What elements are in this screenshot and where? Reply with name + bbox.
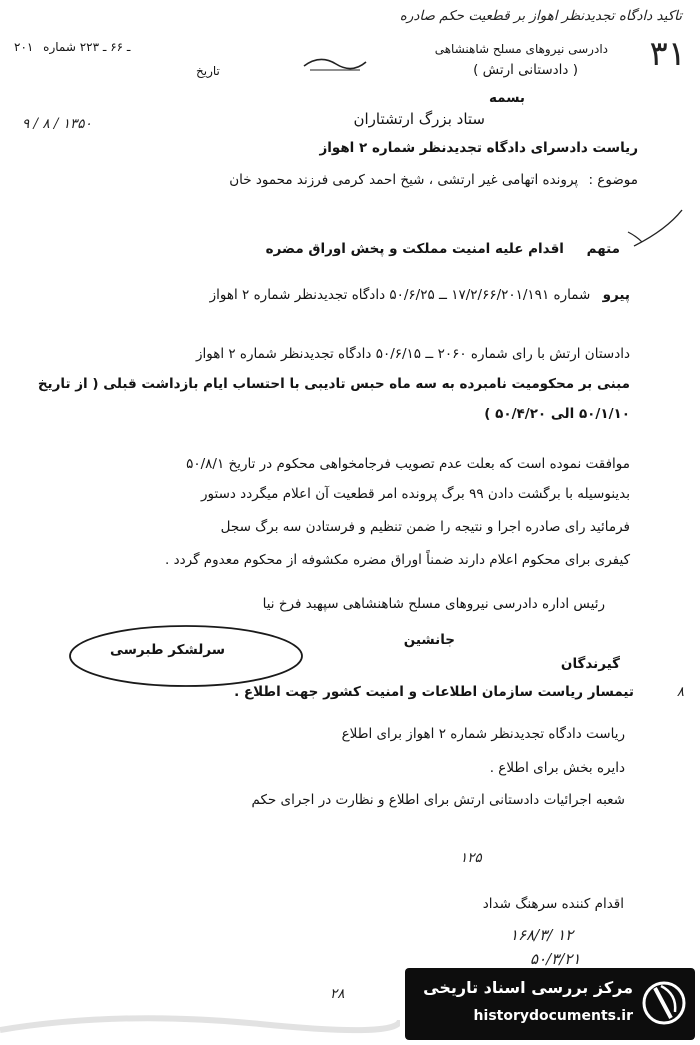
archive-watermark xyxy=(405,968,695,1040)
header-office: ( دادستانی ارتش ) xyxy=(473,62,578,78)
letter-date-label: تاریخ xyxy=(196,64,220,78)
headquarters-title: ستاد بزرگ ارتشتاران xyxy=(353,110,485,128)
recipients-heading: گیرندگان xyxy=(560,656,620,672)
subject-label: موضوع : xyxy=(588,172,638,188)
charge-text: اقدام علیه امنیت مملکت و پخش اوراق مضره xyxy=(265,241,564,257)
body-line-6: فرمائید رای صادره اجرا و نتیجه را ضمن تنظیم و فرستادن سه برگ سجل xyxy=(220,519,630,535)
letter-number-label: شماره xyxy=(43,40,76,54)
letter-number-row xyxy=(14,40,130,54)
charge-row xyxy=(266,241,620,257)
header-emblem-icon xyxy=(300,52,370,74)
bottom-mark: ۲۸ xyxy=(330,986,345,1002)
body-line-7: کیفری برای محکوم اعلام دارند ضمناً اوراق مضره مکشوفه از محکوم معدوم گردد . xyxy=(165,552,630,568)
reference-text: شماره ۱۷/۲/۶۶/۲۰۱/۱۹۱ ــ ۵۰/۶/۲۵ دادگاه تجدیدنظر شماره ۲ اهواز xyxy=(209,287,591,303)
handwritten-date: ۹ / ۸ / ۱۳۵۰ xyxy=(22,116,92,132)
reference-row xyxy=(210,287,630,303)
body-line-5: بدینوسیله با برگشت دادن ۹۹ برگ پرونده امر قطعیت آن اعلام میگردد دستور xyxy=(201,486,630,502)
subject-text: پرونده اتهامی غیر ارتشی ، شیخ احمد کرمی فرزند محمود خان xyxy=(229,172,579,188)
scan-shadow xyxy=(0,990,400,1045)
addressee: ریاست دادسرای دادگاه تجدیدنظر شماره ۲ اهواز xyxy=(319,140,638,156)
header-org-line: دادرسی نیروهای مسلح شاهنشاهی xyxy=(434,42,608,56)
recipient-item-2: ریاست دادگاه تجدیدنظر شماره ۲ اهواز برای اطلاع xyxy=(341,726,625,742)
subject-row xyxy=(229,172,638,188)
action-officer: اقدام کننده سرهنگ شداد xyxy=(482,896,624,912)
archive-logo-icon xyxy=(641,978,687,1028)
watermark-title: مرکز بررسی اسناد تاریخی xyxy=(423,978,633,997)
margin-check-mark-icon xyxy=(626,206,686,250)
recipient-item-3: دایره بخش برای اطلاع . xyxy=(489,760,625,776)
body-line-1: دادستان ارتش با رای شماره ۲۰۶۰ ــ ۵۰/۶/۱۵ دادگاه تجدیدنظر شماره ۲ اهواز xyxy=(195,346,630,362)
recipient-item-1: تیمسار ریاست سازمان اطلاعات و امنیت کشور جهت اطلاع . xyxy=(234,684,634,700)
handwritten-ref-2: ۵۰/۳/۲۱ xyxy=(530,950,581,968)
reference-label: پیرو xyxy=(602,287,630,303)
body-line-2: مبنی بر محکومیت نامبرده به سه ماه حبس تادیبی با احتساب ایام بازداشت قبلی ( از تاریخ xyxy=(37,376,630,392)
margin-page-number: ۳۱ xyxy=(649,34,686,74)
letter-number-value: ۲۰۱ ـ ۶۶ ـ ۲۲۳ xyxy=(14,40,131,54)
charge-label: متهم xyxy=(586,241,620,257)
signatory-title: رئیس اداره دادرسی نیروهای مسلح شاهنشاهی سپهبد فرخ نیا xyxy=(262,596,605,612)
recipient-item-4: شعبه اجرائیات دادستانی ارتش برای اطلاع و نظارت در اجرای حکم xyxy=(251,792,625,808)
stamp-name: سرلشکر طبرسی xyxy=(110,642,225,658)
body-line-3: ۵۰/۱/۱۰ الی ۵۰/۴/۲۰ ) xyxy=(484,406,630,422)
handwritten-note: تاکید دادگاه تجدیدنظر اهواز بر قطعیت حکم صادره xyxy=(399,8,682,24)
watermark-url: historydocuments.ir xyxy=(473,1008,633,1024)
recipient-margin-mark: ۸ xyxy=(676,684,684,700)
body-line-4: موافقت نموده است که بعلت عدم تصویب فرجامخواهی محکوم در تاریخ ۵۰/۸/۱ xyxy=(186,456,630,472)
on-behalf-label: جانشین xyxy=(403,632,455,648)
handwritten-number: ۱۲۵ xyxy=(460,850,482,866)
handwritten-ref-1: ۱۶۸/۳/ ۱۲ xyxy=(510,926,574,944)
bismillah: بسمه xyxy=(488,90,525,106)
